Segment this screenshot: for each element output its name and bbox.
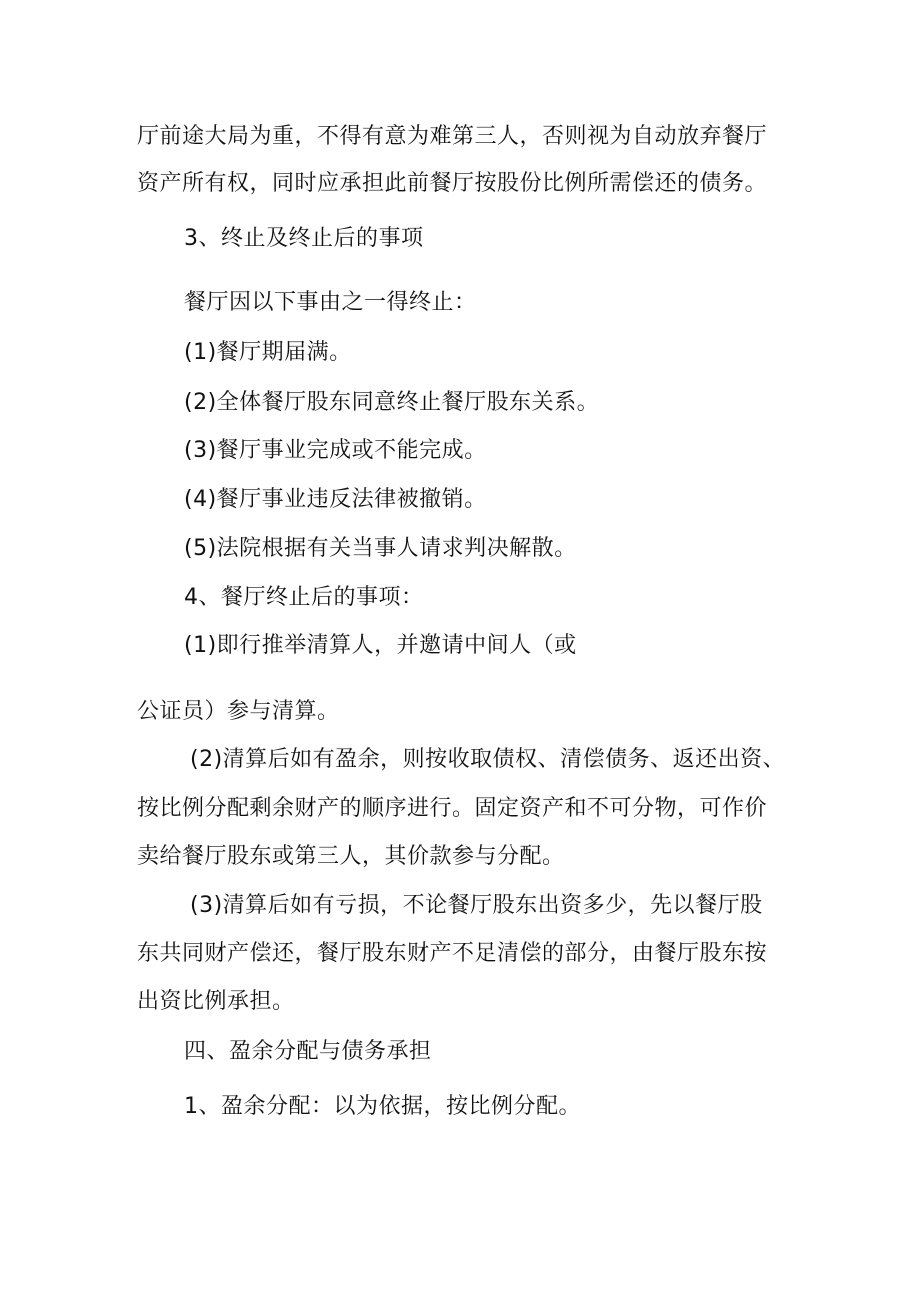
paragraph-line: 餐厅因以下事由之一得终止： — [184, 290, 477, 315]
list-item: (4)餐厅事业违反法律被撤销。 — [184, 487, 487, 512]
paragraph-line: 卖给餐厅股东或第三人，其价款参与分配。 — [137, 844, 565, 869]
section-heading: 4、餐厅终止后的事项： — [184, 585, 424, 610]
paragraph-line: 按比例分配剩余财产的顺序进行。固定资产和不可分物，可作价 — [137, 796, 768, 821]
list-item: (2)全体餐厅股东同意终止餐厅股东关系。 — [184, 390, 600, 415]
list-item: (1)餐厅期届满。 — [184, 340, 352, 365]
list-item: (3)餐厅事业完成或不能完成。 — [184, 438, 487, 463]
paragraph-line: (3)清算后如有亏损，不论餐厅股东出资多少，先以餐厅股 — [190, 893, 763, 918]
paragraph-line: 公证员）参与清算。 — [137, 699, 340, 724]
list-item: (5)法院根据有关当事人请求判决解散。 — [184, 536, 577, 561]
paragraph-line: 东共同财产偿还，餐厅股东财产不足清偿的部分，由餐厅股东按 — [137, 941, 768, 966]
paragraph-line: 1、盈余分配：以为依据，按比例分配。 — [184, 1094, 581, 1119]
list-item: (1)即行推举清算人，并邀请中间人（或 — [184, 633, 577, 658]
paragraph-line: 厅前途大局为重，不得有意为难第三人，否则视为自动放弃餐厅 — [137, 124, 768, 149]
section-heading: 3、终止及终止后的事项 — [184, 226, 424, 251]
section-heading: 四、盈余分配与债务承担 — [184, 1039, 432, 1064]
paragraph-line: (2)清算后如有盈余，则按收取债权、清偿债务、返还出资、 — [190, 747, 786, 772]
paragraph-line: 资产所有权，同时应承担此前餐厅按股份比例所需偿还的债务。 — [137, 171, 768, 196]
paragraph-line: 出资比例承担。 — [137, 989, 295, 1014]
